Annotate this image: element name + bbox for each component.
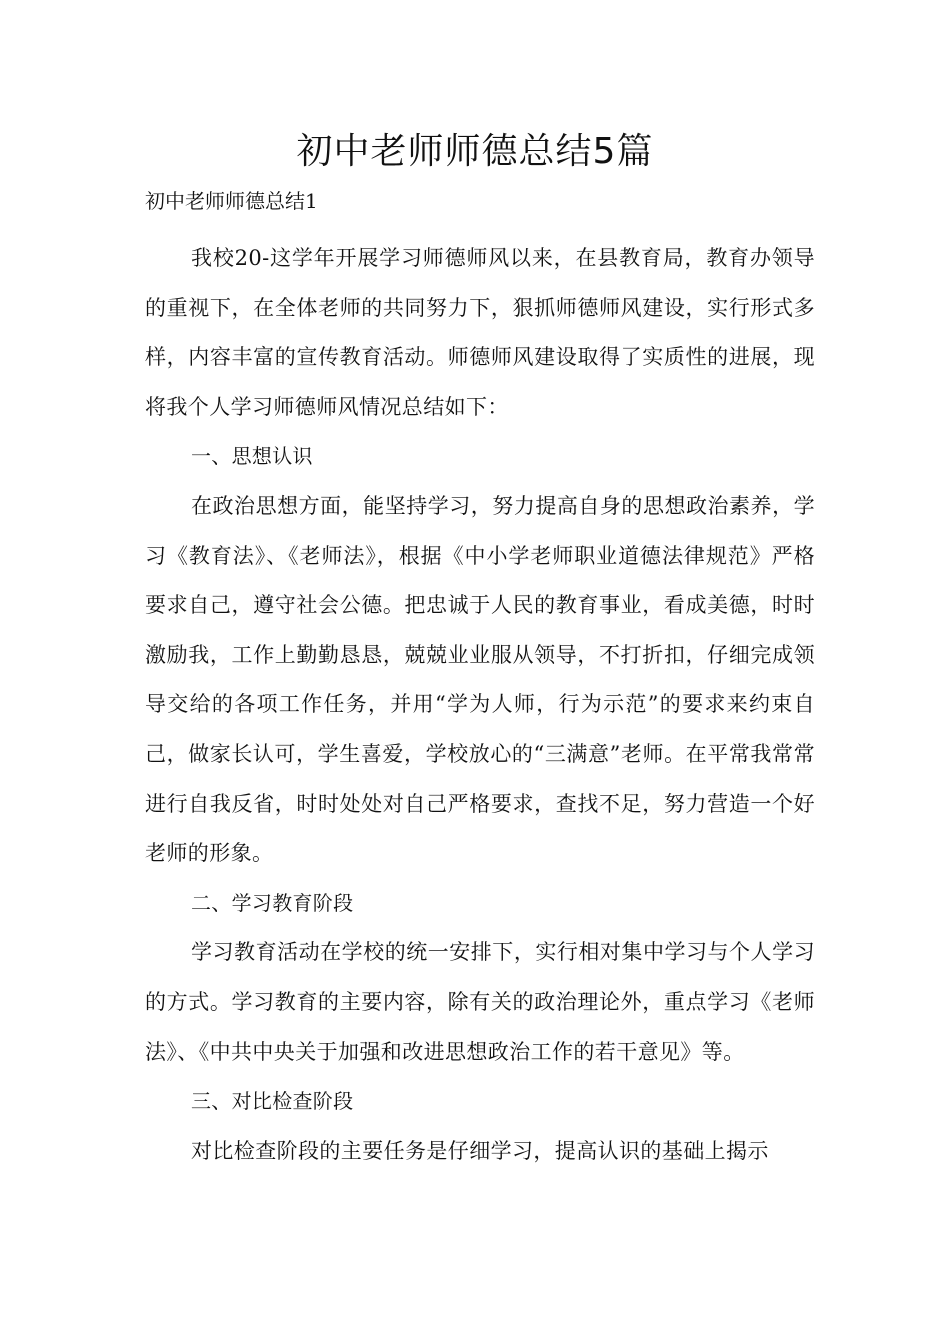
heading-study-education-stage: 二、学习教育阶段 [191, 890, 354, 915]
paragraph-political-thought: 在政治思想方面，能坚持学习，努力提高自身的思想政治素养，学习《教育法》、《老师法》，根据《中小学老师职业道德法律规范》严格要求自己，遵守社会公德。把忠诚于人民的教育事业，看成美德，时时激励我，工作上勤勤恳恳，兢兢业业服从领导，不打折扣，仔细完成领导交给的各项工作任务，并用“学为人师，行为示范”的要求来约束自己，做家长认可，学生喜爱，学校放心的“三满意”老师。在平常我常常进行自我反省，时时处处对自己严格要求，查找不足，努力营造一个好老师的形象。 [145, 493, 815, 866]
document-body [145, 234, 815, 1176]
paragraph-intro: 我校20-这学年开展学习师德师风以来，在县教育局，教育办领导的重视下，在全体老师的共同努力下，狠抓师德师风建设，实行形式多样，内容丰富的宣传教育活动。师德师风建设取得了实质性的进展，现将我个人学习师德师风情况总结如下： [145, 246, 815, 419]
paragraph-study-education: 学习教育活动在学校的统一安排下，实行相对集中学习与个人学习的方式。学习教育的主要内容，除有关的政治理论外，重点学习《老师法》、《中共中央关于加强和改进思想政治工作的若干意见》等。 [145, 940, 815, 1064]
heading-comparison-check-stage: 三、对比检查阶段 [191, 1089, 354, 1114]
heading-thought-awareness: 一、思想认识 [191, 444, 313, 469]
paragraph-comparison-check: 对比检查阶段的主要任务是仔细学习，提高认识的基础上揭示 [191, 1138, 769, 1163]
document-title: 初中老师师德总结5篇 [296, 131, 654, 172]
section-subtitle: 初中老师师德总结1 [145, 189, 318, 213]
